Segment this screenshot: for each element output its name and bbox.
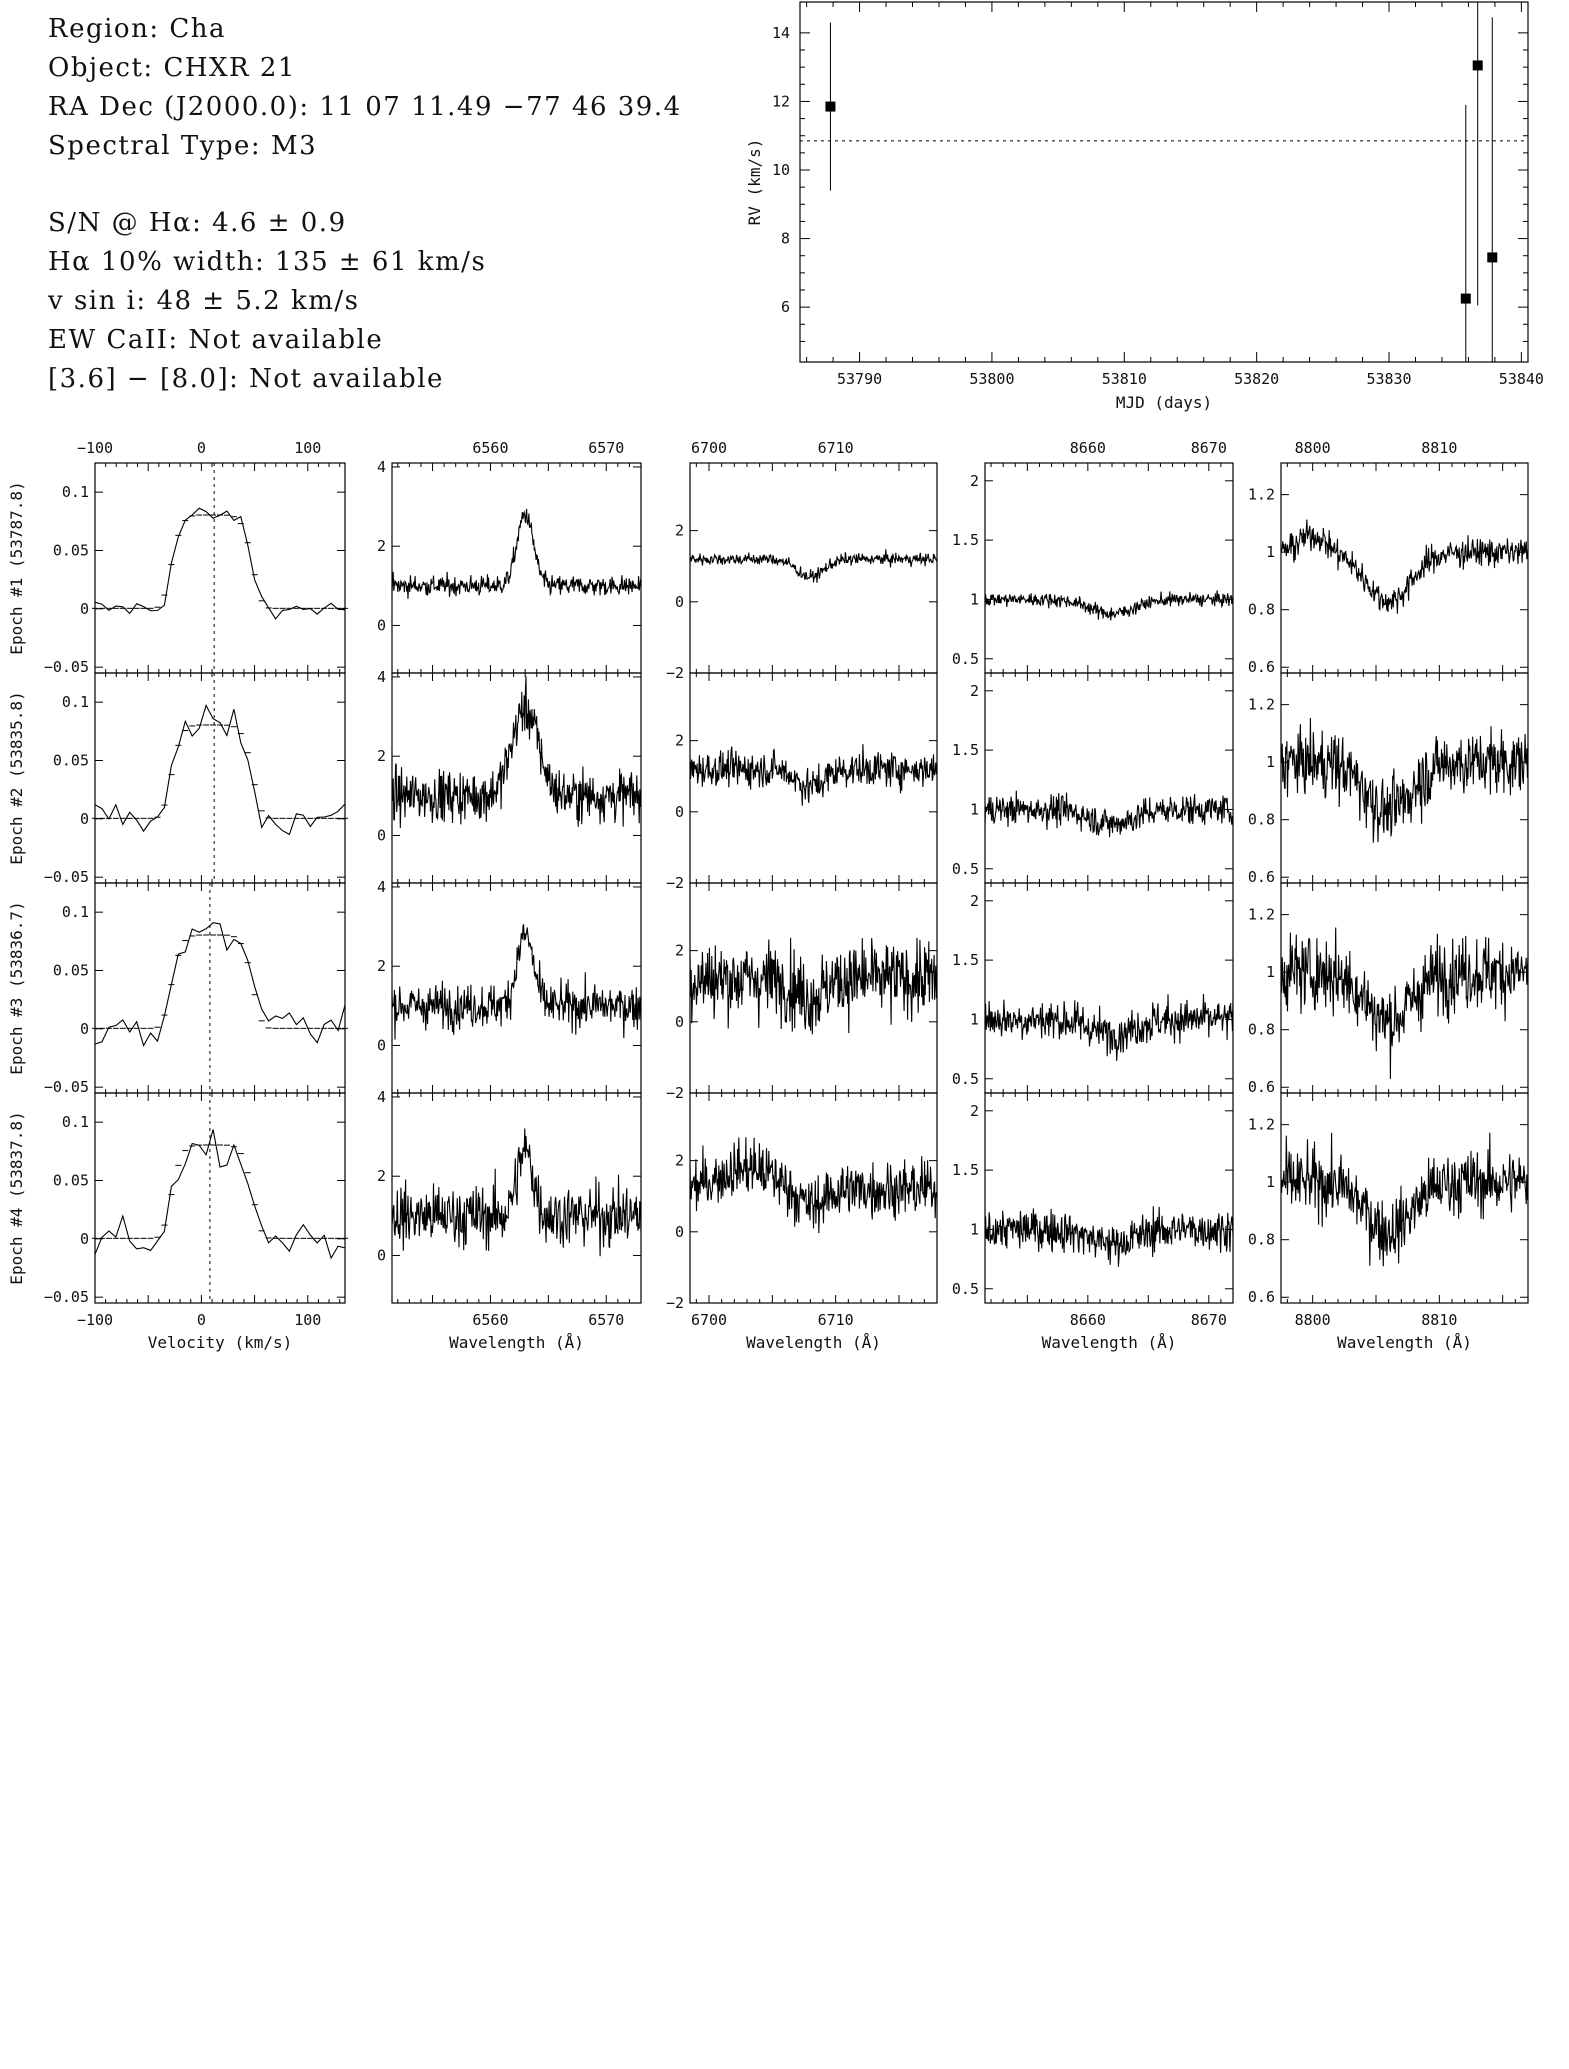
panel-bottom-tick-label: 6570	[588, 1311, 625, 1329]
rv-ytick-label: 10	[771, 161, 790, 179]
panel-ytick-label: 0	[674, 802, 684, 821]
panel-frame	[95, 883, 345, 1093]
panel-ytick-label: 0.6	[1247, 658, 1275, 677]
panel-ytick-label: 0.1	[61, 903, 89, 922]
panel-xlabel: Wavelength (Å)	[1041, 1333, 1177, 1352]
rv-ytick-label: 12	[771, 92, 790, 111]
panel-bottom-tick-label: 6560	[472, 1311, 509, 1329]
panel-ytick-label: 1	[1265, 543, 1275, 562]
panel-ytick-label: 0.5	[951, 1279, 979, 1298]
panel-ytick-label: 4	[376, 457, 386, 476]
panel-ytick-label: 4	[376, 877, 386, 896]
spectrum-line	[392, 509, 641, 599]
panel-ytick-label: 2	[969, 681, 979, 700]
panel-ytick-label: 4	[376, 667, 386, 686]
rv-xtick-label: 53830	[1366, 370, 1412, 388]
epoch-label: Epoch #1 (53787.8)	[7, 481, 26, 655]
rv-ylabel: RV (km/s)	[745, 138, 764, 226]
panel-c3-r2	[952, 883, 1233, 1093]
panel-ytick-label: 1	[1265, 963, 1275, 982]
panel-ytick-label: 0	[674, 1222, 684, 1241]
panel-frame	[1281, 463, 1528, 673]
panel-top-tick-label: 6560	[472, 439, 509, 457]
rv-xtick-label: 53820	[1234, 370, 1280, 388]
panel-frame	[392, 883, 641, 1093]
panel-bottom-tick-label: −100	[76, 1311, 114, 1329]
object-text: Object: CHXR 21	[48, 53, 296, 83]
panel-c2-r1	[666, 673, 937, 892]
panel-bottom-tick-label: 8800	[1294, 1311, 1331, 1329]
panel-ytick-label: 2	[376, 537, 386, 556]
panel-c3-r0	[952, 463, 1233, 673]
panel-c4-r1	[1248, 673, 1528, 886]
rv-ytick-label: 6	[780, 298, 790, 317]
panel-top-tick-label: 8670	[1190, 439, 1227, 457]
panel-ytick-label: 4	[376, 1087, 386, 1106]
panel-ytick-label: 0.05	[52, 961, 89, 980]
panel-top-tick-label: 0	[196, 439, 206, 457]
panel-top-tick-label: 8800	[1294, 439, 1331, 457]
panel-ytick-label: 0.1	[61, 483, 89, 502]
panel-top-tick-label: 6700	[690, 439, 728, 457]
panel-ytick-label: 2	[969, 471, 979, 490]
panel-ytick-label: 0.8	[1247, 600, 1275, 619]
panel-ytick-label: 0	[79, 1229, 89, 1248]
panel-ytick-label: 0	[376, 826, 386, 845]
spectrum-line	[985, 1206, 1233, 1267]
panel-bottom-tick-label: 6710	[817, 1311, 854, 1329]
spectrum-line	[985, 791, 1233, 838]
spectrum-line	[690, 549, 937, 582]
rv-xtick-label: 53840	[1498, 370, 1544, 388]
panel-frame	[95, 1093, 345, 1303]
panel-ytick-label: 2	[674, 1151, 684, 1170]
panel-ytick-label: 0.1	[61, 1113, 89, 1132]
panel-ytick-label: 0.5	[951, 649, 979, 668]
panel-frame	[985, 883, 1233, 1093]
panel-xlabel: Velocity (km/s)	[147, 1333, 293, 1352]
rv-point	[1473, 60, 1483, 70]
panel-c0-r2	[44, 883, 348, 1096]
panel-ytick-label: 2	[376, 747, 386, 766]
panel-c0-r0	[44, 463, 348, 676]
panel-ytick-label: 0.6	[1247, 1288, 1275, 1307]
panel-ytick-label: 1	[1265, 1173, 1275, 1192]
rv-point	[1487, 252, 1497, 262]
panel-top-tick-label: 6570	[588, 439, 625, 457]
panel-ytick-label: 0	[79, 809, 89, 828]
panel-ytick-label: 2	[969, 1101, 979, 1120]
panel-ytick-label: 1.2	[1247, 1115, 1275, 1134]
panel-bottom-tick-label: 0	[196, 1311, 206, 1329]
region-text: Region: Cha	[48, 14, 226, 44]
panel-c1-r0	[377, 458, 641, 673]
panel-ytick-label: 0.8	[1247, 1020, 1275, 1039]
panel-ytick-label: −2	[665, 1084, 684, 1102]
spectral-type-text: Spectral Type: M3	[48, 131, 318, 161]
panel-ytick-label: −0.05	[43, 868, 89, 887]
rv-xtick-label: 53800	[969, 370, 1015, 388]
panel-ytick-label: 1.2	[1247, 695, 1275, 714]
spectrum-line	[985, 590, 1233, 620]
panel-top-tick-label: −100	[76, 439, 114, 457]
panel-frame	[690, 1093, 937, 1303]
panel-ytick-label: 0.1	[61, 693, 89, 712]
panel-ytick-label: 1	[969, 1010, 979, 1029]
spectrum-line	[1281, 1133, 1528, 1267]
panel-frame	[985, 1093, 1233, 1303]
spectrum-line	[392, 676, 641, 828]
panel-ytick-label: 0.6	[1247, 868, 1275, 887]
panel-ytick-label: −2	[665, 874, 684, 892]
rv-point	[825, 102, 835, 112]
spectrum-line	[1281, 718, 1528, 843]
panel-ytick-label: 0.05	[52, 1171, 89, 1190]
panel-ytick-label: 1.2	[1247, 905, 1275, 924]
panel-ytick-label: −0.05	[43, 1288, 89, 1307]
panel-frame	[690, 463, 937, 673]
epoch-label: Epoch #2 (53835.8)	[7, 691, 26, 865]
panel-ytick-label: 2	[674, 731, 684, 750]
panel-frame	[392, 673, 641, 883]
panel-frame	[392, 463, 641, 673]
panel-c4-r0	[1248, 463, 1528, 676]
spectrum-line	[690, 938, 937, 1035]
panel-bottom-tick-label: 100	[294, 1311, 322, 1329]
panel-ytick-label: 0.05	[52, 751, 89, 770]
panel-ytick-label: 2	[376, 1167, 386, 1186]
panel-frame	[95, 673, 345, 883]
panel-ytick-label: 0.8	[1247, 810, 1275, 829]
panel-ytick-label: 1.5	[951, 1161, 979, 1180]
rv-ytick-label: 14	[771, 23, 790, 42]
panel-c2-r2	[666, 883, 937, 1102]
panel-c0-r1	[44, 673, 348, 886]
panel-c1-r2	[377, 878, 641, 1093]
rv-point	[1461, 294, 1471, 304]
panel-ytick-label: 0	[674, 592, 684, 611]
panel-top-tick-label: 8660	[1069, 439, 1106, 457]
panel-ytick-label: 0.8	[1247, 1230, 1275, 1249]
panel-ytick-label: 0	[376, 1036, 386, 1055]
panel-frame	[95, 463, 345, 673]
panel-c4-r2	[1248, 883, 1528, 1096]
spectrum-line	[985, 994, 1233, 1061]
panel-ytick-label: 2	[376, 957, 386, 976]
panel-ytick-label: 0.5	[951, 859, 979, 878]
panel-frame	[985, 463, 1233, 673]
sn-text: S/N @ Hα: 4.6 ± 0.9	[48, 208, 347, 238]
panel-ytick-label: 1	[969, 590, 979, 609]
panel-ytick-label: 0.5	[951, 1069, 979, 1088]
spectrum-line	[1281, 928, 1528, 1079]
spectrum-line	[690, 1137, 937, 1233]
panel-xlabel: Wavelength (Å)	[449, 1333, 584, 1352]
rv-plot	[745, 2, 1544, 412]
epoch-label: Epoch #4 (53837.8)	[7, 1111, 26, 1285]
panel-ytick-label: 1	[969, 1220, 979, 1239]
rv-xtick-label: 53790	[836, 370, 883, 388]
panel-c4-r3	[1248, 1093, 1528, 1306]
panel-c1-r3	[377, 1088, 641, 1303]
panel-c3-r3	[952, 1093, 1233, 1303]
panel-c0-r3	[44, 1093, 348, 1306]
panel-c2-r3	[666, 1093, 937, 1312]
panel-ytick-label: 0	[674, 1012, 684, 1031]
panel-ytick-label: 0	[376, 1246, 386, 1265]
panel-ytick-label: 1.2	[1247, 485, 1275, 504]
panel-bottom-tick-label: 8670	[1190, 1311, 1227, 1329]
panel-ytick-label: −2	[665, 1294, 684, 1312]
spectrum-line	[392, 924, 641, 1039]
halpha-width-text: Hα 10% width: 135 ± 61 km/s	[48, 247, 487, 277]
panel-ytick-label: −0.05	[43, 658, 89, 677]
panel-bottom-tick-label: 8660	[1069, 1311, 1106, 1329]
spectrum-line	[95, 508, 345, 619]
spectrum-line	[690, 744, 937, 806]
rv-ytick-label: 8	[780, 229, 790, 248]
rv-xtick-label: 53810	[1101, 370, 1147, 388]
panel-ytick-label: −0.05	[43, 1078, 89, 1097]
spectrum-line	[95, 923, 345, 1046]
panel-bottom-tick-label: 6700	[690, 1311, 728, 1329]
panel-ytick-label: −2	[665, 664, 684, 682]
epoch-label: Epoch #3 (53836.7)	[7, 901, 26, 1075]
rv-xlabel: MJD (days)	[1115, 393, 1213, 412]
panel-ytick-label: 1.5	[951, 951, 979, 970]
panel-ytick-label: 0	[79, 599, 89, 618]
panel-top-tick-label: 100	[294, 439, 322, 457]
panel-xlabel: Wavelength (Å)	[746, 1333, 881, 1352]
panel-ytick-label: 1	[969, 800, 979, 819]
panel-xlabel: Wavelength (Å)	[1337, 1333, 1472, 1352]
panel-bottom-tick-label: 8810	[1421, 1311, 1458, 1329]
panel-top-tick-label: 8810	[1421, 439, 1458, 457]
panel-top-tick-label: 6710	[817, 439, 854, 457]
radec-text: RA Dec (J2000.0): 11 07 11.49 −77 46 39.4	[48, 92, 682, 122]
rv-frame	[800, 2, 1528, 362]
panel-ytick-label: 1.5	[951, 531, 979, 550]
panel-ytick-label: 0.6	[1247, 1078, 1275, 1097]
panel-ytick-label: 1	[1265, 753, 1275, 772]
spectrum-line	[1281, 520, 1528, 614]
ew-caii-text: EW CaII: Not available	[48, 325, 384, 355]
irac-color-text: [3.6] − [8.0]: Not available	[48, 364, 444, 394]
panel-c3-r1	[952, 673, 1233, 883]
panel-ytick-label: 2	[674, 521, 684, 540]
spectrum-line	[392, 1128, 641, 1256]
panel-c2-r0	[666, 463, 937, 682]
panel-ytick-label: 0.05	[52, 541, 89, 560]
vsini-text: v sin i: 48 ± 5.2 km/s	[48, 286, 360, 316]
panel-ytick-label: 2	[674, 941, 684, 960]
panel-ytick-label: 1.5	[951, 741, 979, 760]
panel-ytick-label: 2	[969, 891, 979, 910]
panel-c1-r1	[377, 668, 641, 883]
panel-ytick-label: 0	[79, 1019, 89, 1038]
panel-frame	[985, 673, 1233, 883]
panel-ytick-label: 0	[376, 616, 386, 635]
